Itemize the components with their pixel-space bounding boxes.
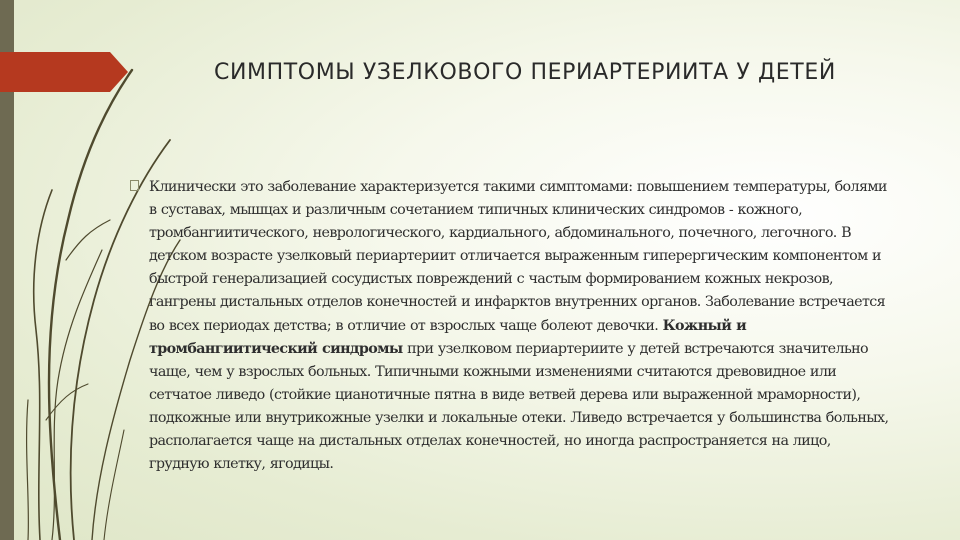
body-text-bold-phrase: Кожный и тромбангиитический синдромы	[149, 317, 747, 357]
bullet-square-icon	[130, 180, 139, 191]
body-text-part-2: при узелковом периартериите у детей встречаются значительно чаще, чем у взрослых больных. Типичными кожными изменениями считаются древовидное или сетчатое ливедо (стойкие цианотичные пятна в виде ветвей дерева или выраженной мраморности), подкожные или внутрикожные узелки и локальные отеки. Ливедо встречается у большинства больных, располагается чаще на дистальных отделах конечностей, но иногда распространяется на лицо, грудную клетку, ягодицы.	[149, 340, 889, 473]
title-arrow-accent	[0, 52, 128, 92]
body-text-part-1: Клинически это заболевание характеризуется такими симптомами: повышением температуры, болями в суставах, мышцах и различным сочетанием типичных клинических синдромов - кожного, тромбангиитического, неврологического, кардиального, абдоминального, почечного, легочного. В детском возрасте узелковый периартериит отличается выраженным гиперергическим компонентом и быстрой генерализацией сосудистых повреждений с частым формированием кожных некрозов, гангрены дистальных отделов конечностей и инфарктов внутренних органов. Заболевание встречается во всех периодах детства; в отличие от взрослых чаще болеют девочки.	[149, 179, 887, 334]
slide-title: СИМПТОМЫ УЗЕЛКОВОГО ПЕРИАРТЕРИИТА У ДЕТЕЙ	[214, 60, 836, 85]
slide-body-text	[149, 176, 894, 476]
